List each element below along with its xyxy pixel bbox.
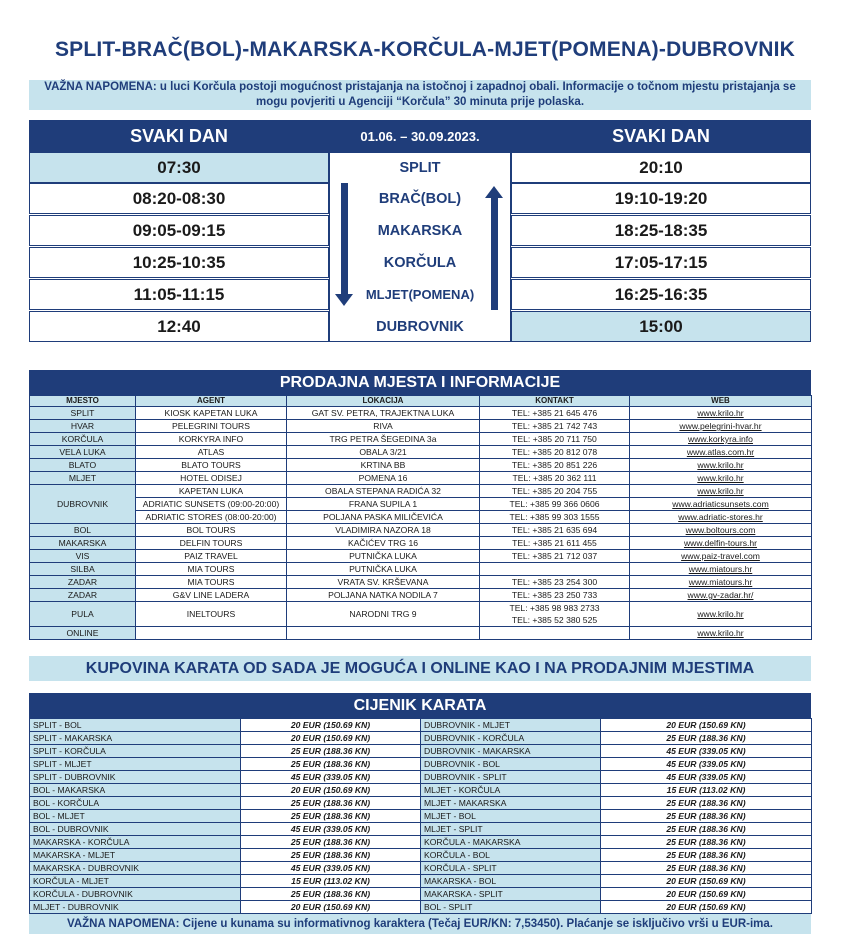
route-cell: SPLIT - KORČULA (30, 745, 241, 758)
sales-row (30, 472, 812, 485)
contact-line: TEL: +385 98 983 2733 (509, 603, 600, 613)
contact-cell: TEL: +385 20 851 226 (480, 459, 630, 472)
agent-cell: MIA TOURS (136, 563, 287, 576)
route-cell: MLJET - KORČULA (421, 784, 601, 797)
col-header-agent: AGENT (136, 396, 287, 407)
location-cell: NARODNI TRG 9 (287, 602, 480, 627)
departure-time-return: 20:10 (511, 152, 811, 183)
place-cell: SILBA (30, 563, 136, 576)
route-cell: SPLIT - BOL (30, 719, 241, 732)
price-row (30, 745, 812, 758)
place-cell: ZADAR (30, 576, 136, 589)
sales-row (30, 550, 812, 563)
location-cell: KRTINA BB (287, 459, 480, 472)
route-cell: KORČULA - MAKARSKA (421, 836, 601, 849)
online-purchase-banner: KUPOVINA KARATA OD SADA JE MOGUĆA I ONLINE KAO I NA PRODAJNIM MJESTIMA (29, 656, 811, 681)
sales-row (30, 485, 812, 498)
web-link[interactable]: www.boltours.com (630, 524, 812, 537)
price-row (30, 719, 812, 732)
price-list-section (29, 693, 811, 914)
price-cell: 25 EUR (188.36 KN) (241, 797, 421, 810)
sales-row (30, 511, 812, 524)
agent-cell: KAPETAN LUKA (136, 485, 287, 498)
place-cell: BOL (30, 524, 136, 537)
place-cell: BLATO (30, 459, 136, 472)
price-cell: 45 EUR (339.05 KN) (241, 771, 421, 784)
sales-row (30, 420, 812, 433)
route-cell: BOL - KORČULA (30, 797, 241, 810)
contact-cell: TEL: +385 23 250 733 (480, 589, 630, 602)
contact-cell: TEL: +385 20 204 755 (480, 485, 630, 498)
price-cell: 20 EUR (150.69 KN) (601, 719, 812, 732)
agent-cell: G&V LINE LADERA (136, 589, 287, 602)
price-row (30, 771, 812, 784)
price-row (30, 823, 812, 836)
contact-cell: TEL: +385 20 362 111 (480, 472, 630, 485)
web-link[interactable]: www.miatours.hr (630, 563, 812, 576)
route-cell: MAKARSKA - MLJET (30, 849, 241, 862)
sales-row (30, 589, 812, 602)
web-link[interactable]: www.miatours.hr (630, 576, 812, 589)
stop-name: KORČULA (383, 254, 457, 271)
contact-cell: TEL: +385 21 645 476 (480, 407, 630, 420)
contact-cell (480, 627, 630, 640)
location-cell: PUTNIČKA LUKA (287, 550, 480, 563)
web-link[interactable]: www.korkyra.info (630, 433, 812, 446)
agent-cell: INELTOURS (136, 602, 287, 627)
price-cell: 25 EUR (188.36 KN) (601, 810, 812, 823)
agent-cell: BOL TOURS (136, 524, 287, 537)
price-cell: 45 EUR (339.05 KN) (241, 862, 421, 875)
departure-time-outbound: 09:05-09:15 (29, 215, 329, 246)
route-cell: BOL - DUBROVNIK (30, 823, 241, 836)
location-cell: RIVA (287, 420, 480, 433)
col-header-contact: KONTAKT (480, 396, 630, 407)
price-row (30, 784, 812, 797)
price-cell: 25 EUR (188.36 KN) (601, 797, 812, 810)
price-row (30, 797, 812, 810)
web-link[interactable]: www.delfin-tours.hr (630, 537, 812, 550)
price-row (30, 836, 812, 849)
departure-time-return: 16:25-16:35 (511, 279, 811, 310)
col-header-web: WEB (630, 396, 812, 407)
price-row (30, 862, 812, 875)
contact-cell: TEL: +385 21 742 743 (480, 420, 630, 433)
place-cell: ONLINE (30, 627, 136, 640)
location-cell: OBALA 3/21 (287, 446, 480, 459)
route-cell: BOL - SPLIT (421, 901, 601, 914)
contact-line: TEL: +385 52 380 525 (511, 615, 598, 625)
route-cell: MAKARSKA - DUBROVNIK (30, 862, 241, 875)
price-cell: 25 EUR (188.36 KN) (601, 849, 812, 862)
place-cell: KORČULA (30, 433, 136, 446)
price-cell: 25 EUR (188.36 KN) (241, 758, 421, 771)
location-cell: POMENA 16 (287, 472, 480, 485)
place-cell: VELA LUKA (30, 446, 136, 459)
sales-row (30, 563, 812, 576)
schedule-right-header: SVAKI DAN (511, 120, 811, 152)
route-cell: MAKARSKA - SPLIT (421, 888, 601, 901)
location-cell: POLJANA PASKA MILIČEVIĆA (287, 511, 480, 524)
location-cell: PUTNIČKA LUKA (287, 563, 480, 576)
web-link[interactable]: www.krilo.hr (630, 627, 812, 640)
sales-row (30, 407, 812, 420)
important-note-top: VAŽNA NAPOMENA: u luci Korčula postoji mogućnost pristajanja na istočnoj i zapadnoj obali. Informacije o točnom mjestu pristajanja se mogu povjeriti u Agenciji “Korčula” 30 minuta prije polaska. (29, 80, 811, 110)
agent-cell: PAIZ TRAVEL (136, 550, 287, 563)
sales-points-title: PRODAJNA MJESTA I INFORMACIJE (29, 370, 811, 395)
price-cell: 20 EUR (150.69 KN) (601, 901, 812, 914)
stop-name: SPLIT (399, 159, 441, 176)
stop-name: DUBROVNIK (376, 318, 464, 335)
price-list-table (29, 718, 812, 914)
price-row (30, 849, 812, 862)
route-cell: MLJET - BOL (421, 810, 601, 823)
place-cell: MLJET (30, 472, 136, 485)
price-row (30, 888, 812, 901)
route-cell: DUBROVNIK - MAKARSKA (421, 745, 601, 758)
price-cell: 20 EUR (150.69 KN) (241, 719, 421, 732)
sales-row (30, 433, 812, 446)
location-cell (287, 627, 480, 640)
price-cell: 25 EUR (188.36 KN) (601, 732, 812, 745)
route-cell: SPLIT - MAKARSKA (30, 732, 241, 745)
schedule-left-header: SVAKI DAN (29, 120, 329, 152)
price-cell: 25 EUR (188.36 KN) (601, 836, 812, 849)
price-cell: 20 EUR (150.69 KN) (241, 732, 421, 745)
sales-row (30, 602, 812, 627)
route-cell: BOL - MAKARSKA (30, 784, 241, 797)
down-arrow-icon (335, 294, 353, 306)
sales-row (30, 459, 812, 472)
contact-cell: TEL: +385 99 366 0606 (480, 498, 630, 511)
route-cell: SPLIT - MLJET (30, 758, 241, 771)
route-cell: MAKARSKA - BOL (421, 875, 601, 888)
sales-row (30, 627, 812, 640)
agent-cell: KORKYRA INFO (136, 433, 287, 446)
price-cell: 15 EUR (113.02 KN) (241, 875, 421, 888)
web-link[interactable]: www.atlas.com.hr (630, 446, 812, 459)
route-cell: DUBROVNIK - KORČULA (421, 732, 601, 745)
price-row (30, 732, 812, 745)
agent-cell (136, 627, 287, 640)
departure-time-outbound: 10:25-10:35 (29, 247, 329, 278)
sales-row (30, 537, 812, 550)
price-cell: 25 EUR (188.36 KN) (601, 862, 812, 875)
price-cell: 20 EUR (150.69 KN) (241, 901, 421, 914)
schedule-date-range: 01.06. – 30.09.2023. (329, 120, 511, 152)
route-cell: KORČULA - MLJET (30, 875, 241, 888)
route-cell: SPLIT - DUBROVNIK (30, 771, 241, 784)
web-link[interactable]: www.adriaticsunsets.com (630, 498, 812, 511)
web-link[interactable]: www.krilo.hr (630, 472, 812, 485)
contact-cell: TEL: +385 20 812 078 (480, 446, 630, 459)
route-cell: MAKARSKA - KORČULA (30, 836, 241, 849)
web-link[interactable]: www.krilo.hr (630, 459, 812, 472)
departure-time-outbound: 11:05-11:15 (29, 279, 329, 310)
sales-row (30, 576, 812, 589)
place-cell: DUBROVNIK (30, 485, 136, 524)
up-arrow-icon (485, 186, 503, 198)
stop-name: MLJET(POMENA) (365, 287, 475, 302)
page-title: SPLIT-BRAČ(BOL)-MAKARSKA-KORČULA-MJET(POMENA)-DUBROVNIK (54, 38, 796, 61)
web-link[interactable]: www.gv-zadar.hr/ (630, 589, 812, 602)
departure-time-return: 19:10-19:20 (511, 183, 811, 214)
route-cell: KORČULA - DUBROVNIK (30, 888, 241, 901)
location-cell: OBALA STEPANA RADIĆA 32 (287, 485, 480, 498)
contact-cell (480, 563, 630, 576)
down-arrow-shaft (341, 183, 348, 294)
agent-cell: ATLAS (136, 446, 287, 459)
agent-cell: ADRIATIC SUNSETS (09:00-20:00) (136, 498, 287, 511)
web-link[interactable]: www.paiz-travel.com (630, 550, 812, 563)
place-cell: HVAR (30, 420, 136, 433)
location-cell: FRANA SUPILA 1 (287, 498, 480, 511)
sales-points-section (29, 370, 811, 640)
departure-time-outbound: 08:20-08:30 (29, 183, 329, 214)
route-cell: MLJET - MAKARSKA (421, 797, 601, 810)
place-cell: VIS (30, 550, 136, 563)
web-link[interactable]: www.pelegrini-hvar.hr (630, 420, 812, 433)
col-header-location: LOKACIJA (287, 396, 480, 407)
route-cell: DUBROVNIK - SPLIT (421, 771, 601, 784)
price-row (30, 758, 812, 771)
location-cell: VRATA SV. KRŠEVANA (287, 576, 480, 589)
sales-row (30, 524, 812, 537)
schedule-table (29, 120, 811, 342)
route-cell: KORČULA - SPLIT (421, 862, 601, 875)
departure-time-return: 15:00 (511, 311, 811, 342)
route-cell: MLJET - SPLIT (421, 823, 601, 836)
price-cell: 45 EUR (339.05 KN) (601, 758, 812, 771)
price-cell: 15 EUR (113.02 KN) (601, 784, 812, 797)
route-cell: DUBROVNIK - MLJET (421, 719, 601, 732)
location-cell: KAČIĆEV TRG 16 (287, 537, 480, 550)
agent-cell: ADRIATIC STORES (08:00-20:00) (136, 511, 287, 524)
price-cell: 20 EUR (150.69 KN) (601, 875, 812, 888)
price-cell: 20 EUR (150.69 KN) (601, 888, 812, 901)
web-link[interactable]: www.krilo.hr (630, 485, 812, 498)
sales-row (30, 498, 812, 511)
departure-time-outbound: 07:30 (29, 152, 329, 183)
price-list-title: CIJENIK KARATA (29, 693, 811, 718)
price-cell: 45 EUR (339.05 KN) (601, 771, 812, 784)
route-cell: KORČULA - BOL (421, 849, 601, 862)
stop-name: MAKARSKA (377, 222, 463, 239)
place-cell: SPLIT (30, 407, 136, 420)
agent-cell: PELEGRINI TOURS (136, 420, 287, 433)
price-cell: 25 EUR (188.36 KN) (241, 888, 421, 901)
departure-time-outbound: 12:40 (29, 311, 329, 342)
departure-time-return: 17:05-17:15 (511, 247, 811, 278)
route-cell: MLJET - DUBROVNIK (30, 901, 241, 914)
price-cell: 20 EUR (150.69 KN) (241, 784, 421, 797)
important-note-bottom: VAŽNA NAPOMENA: Cijene u kunama su informativnog karaktera (Tečaj EUR/KN: 7,53450). Plaćanje se isključivo vrši u EUR-ima. (29, 914, 811, 934)
location-cell: GAT SV. PETRA, TRAJEKTNA LUKA (287, 407, 480, 420)
agent-cell: BLATO TOURS (136, 459, 287, 472)
contact-cell: TEL: +385 99 303 1555 (480, 511, 630, 524)
contact-cell: TEL: +385 21 635 694 (480, 524, 630, 537)
location-cell: VLADIMIRA NAZORA 18 (287, 524, 480, 537)
departure-time-return: 18:25-18:35 (511, 215, 811, 246)
web-link[interactable]: www.krilo.hr (630, 407, 812, 420)
agent-cell: HOTEL ODISEJ (136, 472, 287, 485)
price-cell: 45 EUR (339.05 KN) (601, 745, 812, 758)
place-cell: MAKARSKA (30, 537, 136, 550)
agent-cell: KIOSK KAPETAN LUKA (136, 407, 287, 420)
sales-points-table (29, 395, 812, 640)
contact-cell (480, 602, 630, 627)
contact-cell: TEL: +385 20 711 750 (480, 433, 630, 446)
contact-cell: TEL: +385 21 611 455 (480, 537, 630, 550)
stop-name: BRAČ(BOL) (378, 190, 462, 207)
contact-cell: TEL: +385 21 712 037 (480, 550, 630, 563)
route-cell: DUBROVNIK - BOL (421, 758, 601, 771)
web-link[interactable]: www.krilo.hr (630, 602, 812, 627)
place-cell: ZADAR (30, 589, 136, 602)
price-cell: 25 EUR (188.36 KN) (241, 849, 421, 862)
price-row (30, 901, 812, 914)
price-cell: 25 EUR (188.36 KN) (601, 823, 812, 836)
location-cell: POLJANA NATKA NODILA 7 (287, 589, 480, 602)
price-cell: 45 EUR (339.05 KN) (241, 823, 421, 836)
col-header-place: MJESTO (30, 396, 136, 407)
agent-cell: MIA TOURS (136, 576, 287, 589)
sales-header-row (30, 396, 812, 407)
web-link[interactable]: www.adriatic-stores.hr (630, 511, 812, 524)
sales-row (30, 446, 812, 459)
location-cell: TRG PETRA ŠEGEDINA 3a (287, 433, 480, 446)
price-row (30, 810, 812, 823)
contact-cell: TEL: +385 23 254 300 (480, 576, 630, 589)
price-cell: 25 EUR (188.36 KN) (241, 810, 421, 823)
up-arrow-shaft (491, 198, 498, 310)
price-cell: 25 EUR (188.36 KN) (241, 836, 421, 849)
place-cell: PULA (30, 602, 136, 627)
agent-cell: DELFIN TOURS (136, 537, 287, 550)
route-cell: BOL - MLJET (30, 810, 241, 823)
price-cell: 25 EUR (188.36 KN) (241, 745, 421, 758)
price-row (30, 875, 812, 888)
